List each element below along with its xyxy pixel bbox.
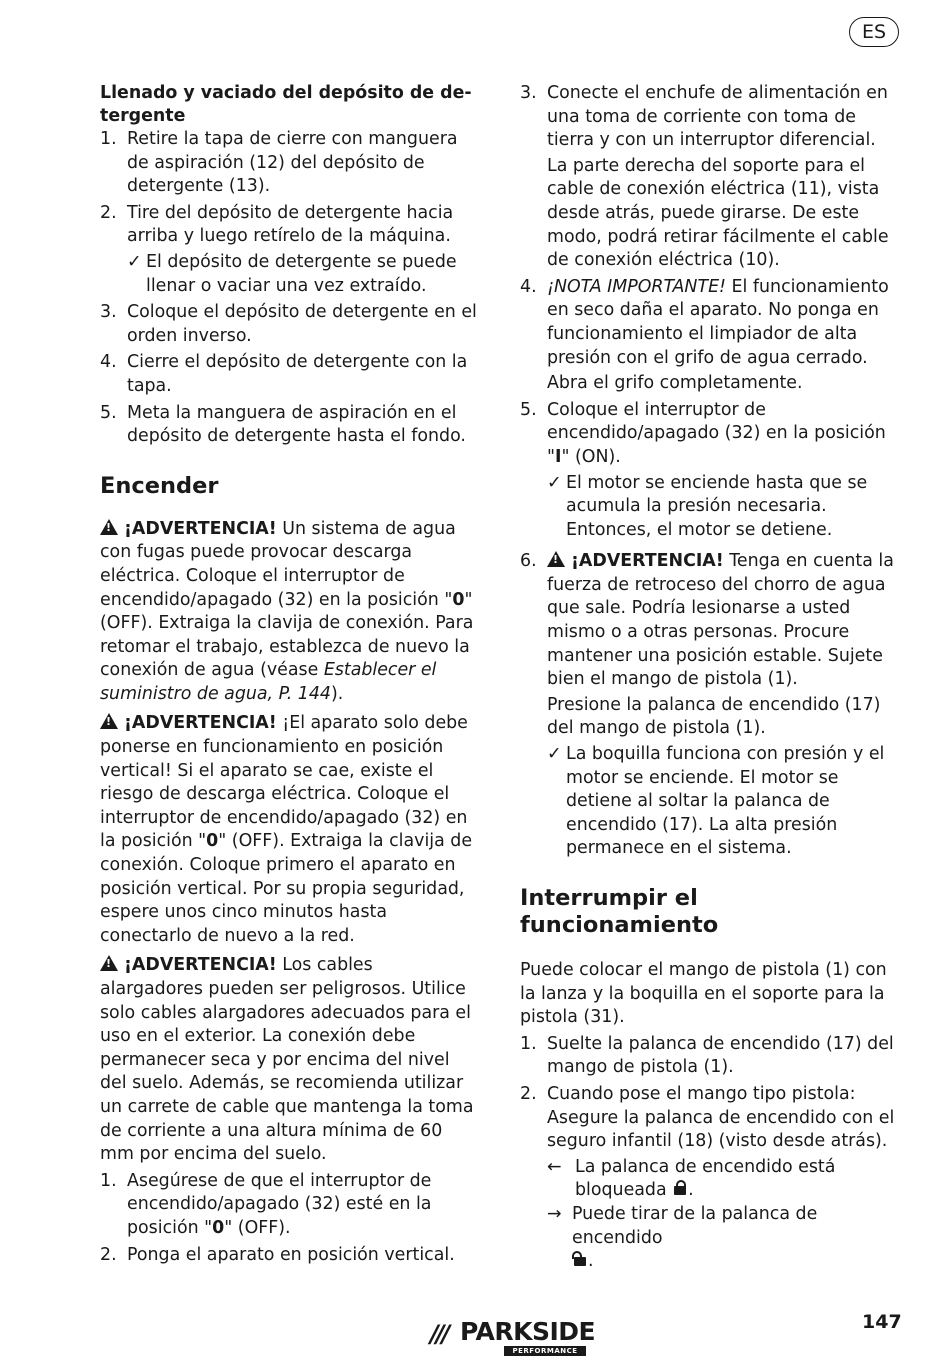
step-number: 3.: [100, 302, 117, 323]
warning-icon: [547, 551, 565, 567]
result-note: [547, 1156, 902, 1203]
step-text-part: Asegúrese de que el interruptor de encendido/apagado (32) esté en la posición ": [127, 1170, 432, 1238]
step-text: Tire del depósito de detergente hacia arriba y luego retírelo de la máquina.: [127, 202, 454, 247]
step-text: Retire la tapa de cierre con manguera de aspiración (12) del depósito de detergente (13).: [127, 129, 458, 197]
result-text: El motor se enciende hasta que se acumula la presión necesaria. Entonces, el motor se detiene.: [566, 472, 868, 540]
warning-text: " (OFF). Extraiga la clavija de conexión. Coloque primero el aparato en posición vertical. Por su propia seguridad, espere unos cinco minutos hasta conectarlo de nuevo a la red.: [100, 831, 473, 946]
result-text: La palanca de encendido está bloqueada .: [575, 1156, 836, 1201]
list-item: [100, 128, 480, 199]
step-number: 5.: [100, 402, 117, 423]
left-column: [100, 82, 480, 1267]
parkside-logo: [430, 1317, 596, 1358]
list-item: [100, 402, 480, 449]
warning-text: Los cables alargadores pueden ser peligrosos. Utilice solo cables alargadores adecuados para el uso en el exterior. La conexión debe permanecer seca y por encima del nivel del suelo. Además, se recomienda utilizar un carrete de cable que mantenga la toma de corriente a una altura mínima de 60 mm por encima del suelo.: [100, 955, 474, 1165]
step-subtext: La parte derecha del soporte para el cable de conexión eléctrica (11), vista desde atrás, puede girarse. De este modo, podrá retirar fácilmente el cable de conexión eléctrica (10).: [547, 155, 889, 271]
step-text: Suelte la palanca de encendido (17) del mango de pistola (1).: [547, 1033, 894, 1078]
on-position: I: [555, 446, 562, 467]
step-text: Ponga el aparato en posición vertical.: [127, 1244, 455, 1265]
checkmark-icon: ✓: [547, 472, 562, 493]
step-number: 4.: [520, 276, 537, 297]
warning-text: Tenga en cuenta la fuerza de retroceso del chorro de agua que sale. Podría lesionarse a usted mismo o a otras personas. Procure mantener una posición estable. Sujete bien el mango de pistola (1).: [547, 551, 894, 690]
logo-stripes: ///: [430, 1320, 448, 1348]
result-text: La boquilla funciona con presión y el motor se enciende. El motor se detiene al soltar la palanca de encendido (17). La alta presión permanece en el sistema.: [566, 744, 885, 859]
result-text: Puede tirar de la palanca de encendido .: [572, 1203, 818, 1272]
lock-closed-icon: [674, 1186, 686, 1195]
warning-icon: [100, 713, 118, 729]
step-subtext: Presione la palanca de encendido (17) del mango de pistola (1).: [547, 694, 881, 739]
checkmark-icon: ✓: [127, 251, 142, 272]
step-number: 1.: [100, 129, 117, 149]
subheading-line-1: Llenado y vaciado del depósito de de-: [100, 83, 472, 103]
subheading-line-2: tergente: [100, 106, 186, 126]
step-text: Coloque el depósito de detergente en el orden inverso.: [127, 302, 477, 346]
lock-open-icon: [574, 1257, 586, 1266]
warning-text: Un sistema de agua con fugas puede provocar descarga eléctrica. Coloque el interruptor de encendido/apagado (32) en la posición ": [100, 518, 456, 610]
step-text: Conecte el enchufe de alimentación en una toma de corriente con toma de tierra y con un interruptor diferencial.: [547, 83, 888, 151]
result-text-part: Puede tirar de la palanca de encendido: [572, 1203, 818, 1248]
list-item: [100, 202, 480, 298]
heading-encender: Encender: [100, 472, 219, 499]
warning-text: ).: [330, 683, 344, 704]
warning-text: ¡El aparato solo debe ponerse en funcionamiento en posición vertical! Si el aparato se cae, existe el riesgo de descarga eléctrica. Coloque el interruptor de encendido/apagado (32) en la posición ": [100, 713, 468, 852]
step-text: Meta la manguera de aspiración en el depósito de detergente hasta el fondo.: [127, 402, 466, 447]
logo-brand: PARKSIDE: [460, 1317, 596, 1346]
off-position: 0: [452, 589, 465, 610]
list-item: [520, 399, 902, 543]
step-text: Cuando pose el mango tipo pistola: Asegure la palanca de encendido con el seguro infantil (18) (visto desde atrás).: [547, 1083, 895, 1152]
result-text-part: La palanca de encendido está bloqueada: [575, 1156, 836, 1201]
list-item: [520, 1083, 902, 1274]
step-text: [547, 277, 889, 368]
off-position: 0: [212, 1217, 225, 1238]
warning-label: ¡ADVERTENCIA!: [571, 551, 724, 572]
step-number: 5.: [520, 399, 537, 420]
list-item: [520, 1033, 902, 1080]
list-item: [520, 550, 902, 861]
step-text: [547, 400, 886, 467]
step-number: 3.: [520, 83, 537, 103]
step-subtext: Abra el grifo completamente.: [547, 373, 803, 394]
step-number: 2.: [100, 1244, 117, 1265]
list-item: [100, 1244, 480, 1268]
intro-paragraph: Puede colocar el mango de pistola (1) con la lanza y la boquilla en el soporte para la pistola (31).: [520, 960, 887, 1028]
result-note: [547, 743, 902, 861]
warning-label: ¡ADVERTENCIA!: [124, 518, 277, 539]
step-text-part: El funcionamiento en seco daña el aparato. No ponga en funcionamiento el limpiador de alta presión con el grifo de agua cerrado.: [547, 276, 889, 368]
step-text: Cierre el depósito de detergente con la tapa.: [127, 352, 468, 396]
list-item: [100, 351, 480, 398]
heading-line-2: funcionamiento: [520, 912, 719, 938]
warning-paragraph: [100, 518, 480, 707]
checkmark-icon: ✓: [547, 744, 562, 765]
step-text-part: " (OFF).: [224, 1217, 291, 1238]
warning-label: ¡ADVERTENCIA!: [124, 713, 277, 734]
list-item: [520, 276, 902, 396]
warning-text: " (OFF). Extraiga la clavija de conexión. Para retomar el trabajo, establezca de nuevo la conexión de agua (véase: [100, 589, 474, 681]
step-number: 2.: [100, 202, 117, 223]
result-note: [547, 472, 902, 543]
heading-line-1: Interrumpir el: [520, 885, 698, 911]
step-text-part: Coloque el interruptor de encendido/apagado (32) en la posición ": [547, 399, 886, 467]
step-number: 4.: [100, 352, 117, 373]
off-position: 0: [206, 831, 219, 852]
warning-icon: [100, 519, 118, 535]
step-number: 2.: [520, 1083, 537, 1104]
logo-subbrand: PERFORMANCE: [504, 1346, 586, 1356]
subheading-fill-empty: [100, 82, 480, 128]
arrow-left-icon: ←: [547, 1156, 562, 1177]
page-number: 147: [862, 1311, 902, 1333]
list-item: [520, 82, 902, 273]
result-text: El depósito de detergente se puede llenar o vaciar una vez extraído.: [146, 251, 457, 296]
language-badge: ES: [849, 17, 899, 47]
warning-paragraph: [100, 954, 480, 1166]
cross-reference: Establecer el suministro de agua, P. 144: [100, 660, 437, 704]
arrow-right-icon: →: [547, 1203, 562, 1224]
heading-interrumpir: [520, 885, 902, 939]
list-item: [100, 301, 480, 348]
step-number: 6.: [520, 551, 537, 572]
right-column: [520, 82, 902, 1274]
step-number: 1.: [100, 1170, 117, 1191]
important-note-label: ¡NOTA IMPORTANTE!: [547, 276, 727, 297]
step-text-part: " (ON).: [561, 446, 621, 467]
step-text: [127, 1170, 480, 1241]
step-number: 1.: [520, 1033, 537, 1054]
warning-paragraph: [100, 712, 480, 948]
warning-label: ¡ADVERTENCIA!: [124, 955, 277, 976]
step-text: [547, 551, 894, 689]
result-note: [547, 1203, 902, 1274]
list-item: [100, 1170, 480, 1241]
warning-icon: [100, 955, 118, 971]
result-note: [127, 251, 480, 298]
